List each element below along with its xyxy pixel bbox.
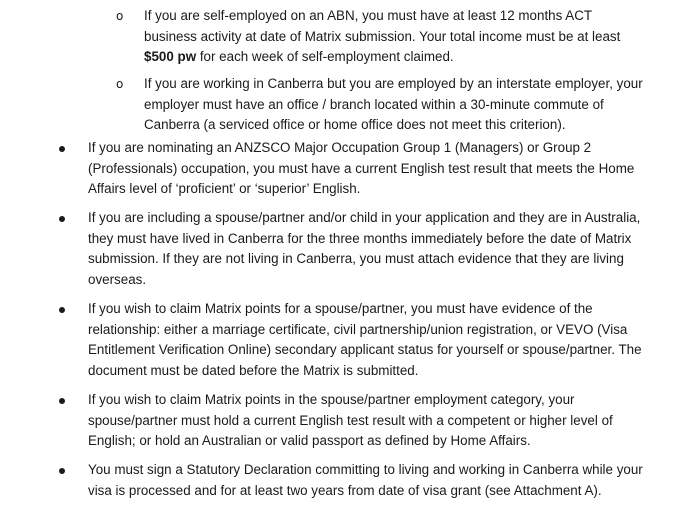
list-item-text: You must sign a Statutory Declaration committing to living and working in Canberra while your visa is processed and for at least two years from date of visa grant (see Attachment A). bbox=[88, 462, 643, 498]
list-item-anzsco-english bbox=[88, 138, 648, 200]
bullet-dot-icon bbox=[59, 468, 65, 474]
list-item-text: If you are nominating an ANZSCO Major Occupation Group 1 (Managers) or Group 2 (Professionals) occupation, you must have a current English test result that meets the Home Affairs level of ‘proficient’ or ‘superior’ English. bbox=[88, 140, 635, 196]
hollow-circle-bullet-icon: o bbox=[116, 77, 124, 91]
list-item-spouse-employment bbox=[88, 390, 648, 452]
bullet-dot-icon bbox=[59, 146, 65, 152]
hollow-circle-bullet-icon: o bbox=[116, 9, 124, 23]
sub-list-item-text: If you are self-employed on an ABN, you must have at least 12 months ACT business activity at date of Matrix submission. Your total income must be at least $500 pw for each week of self-employment claimed. bbox=[144, 8, 621, 64]
sub-list-item-text: If you are working in Canberra but you are employed by an interstate employer, your employer must have an office / branch located within a 30-minute commute of Canberra (a serviced office or home office does not meet this criterion). bbox=[144, 76, 643, 132]
list-item-relationship-evidence bbox=[88, 299, 648, 381]
sub-list-item-interstate-employer bbox=[116, 74, 644, 136]
list-item-text: If you wish to claim Matrix points for a spouse/partner, you must have evidence of the relationship: either a marriage certificate, civil partnership/union registration, or VEVO (Visa Entitlement Verification Online) secondary applicant status for yourself or spouse/partner. The document must be dated before the Matrix is submitted. bbox=[88, 301, 642, 378]
sub-list-item-abn bbox=[116, 6, 644, 68]
list-item-text: If you wish to claim Matrix points in the spouse/partner employment category, your spouse/partner must hold a current English test result with a competent or higher level of English; or hold an Australian or valid passport as defined by Home Affairs. bbox=[88, 392, 613, 448]
bullet-dot-icon bbox=[59, 307, 65, 313]
bullet-dot-icon bbox=[59, 216, 65, 222]
list-item-statutory-declaration bbox=[88, 460, 648, 501]
income-amount: $500 pw bbox=[144, 49, 197, 64]
list-item-spouse-residence bbox=[88, 208, 648, 290]
list-item-text: If you are including a spouse/partner and/or child in your application and they are in Australia, they must have lived in Canberra for the three months immediately before the date of Matrix submission. If they are not living in Canberra, you must attach evidence that they are living overseas. bbox=[88, 210, 641, 287]
bullet-dot-icon bbox=[59, 398, 65, 404]
